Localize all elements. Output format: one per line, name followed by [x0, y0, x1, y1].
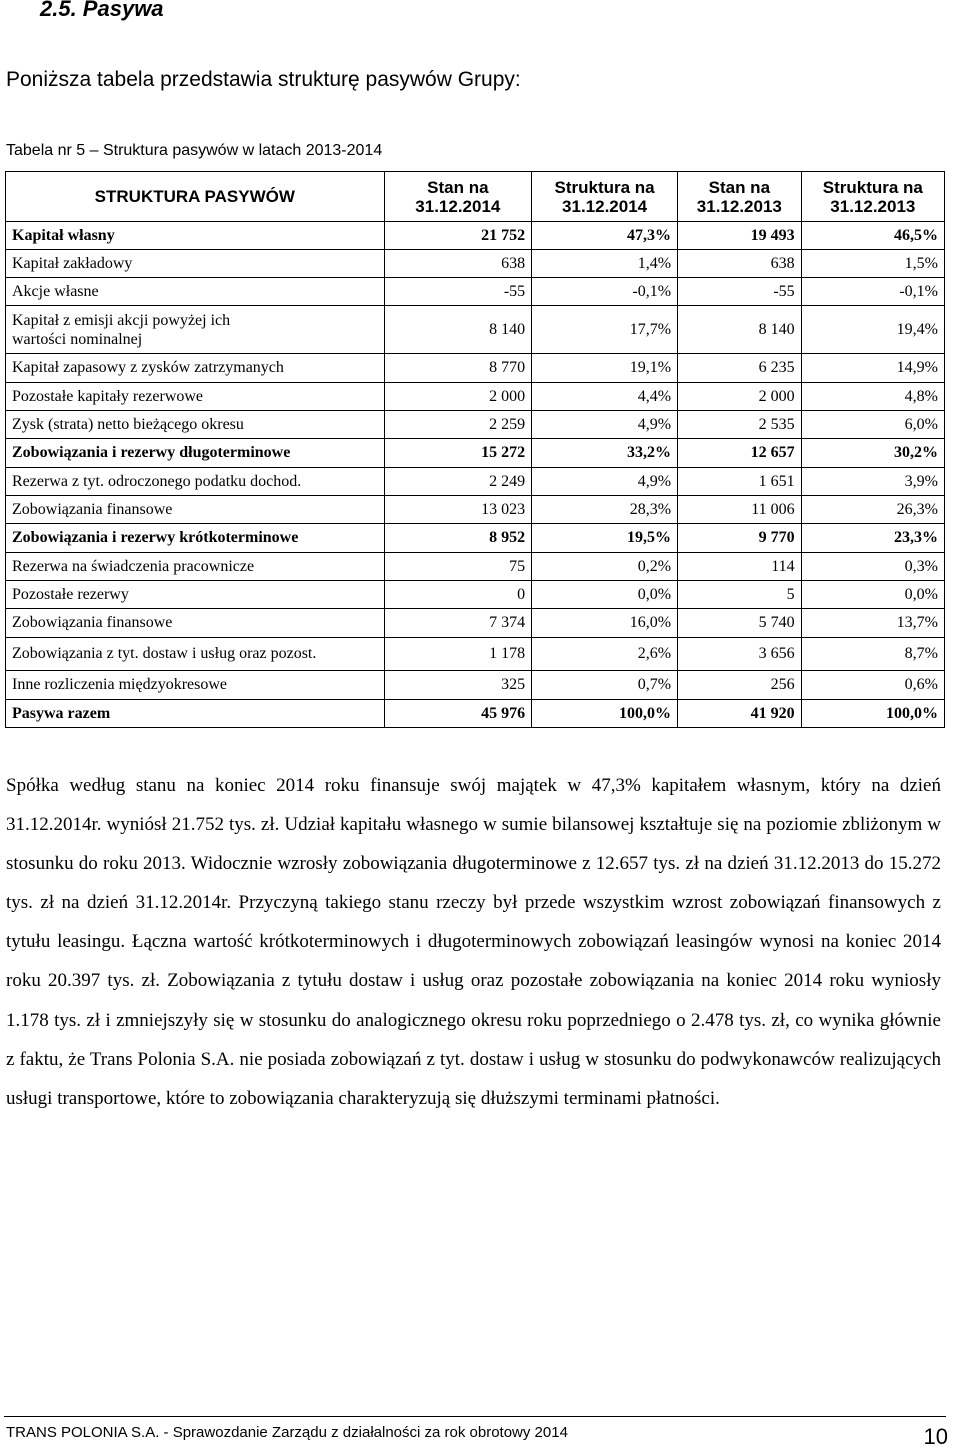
row-value: 8,7%: [801, 638, 944, 671]
table-row: [6, 524, 945, 553]
row-value: 16,0%: [532, 609, 678, 638]
row-value: 0,3%: [801, 553, 944, 581]
row-value: 100,0%: [532, 700, 678, 728]
row-value: 45 976: [384, 700, 532, 728]
row-value: -0,1%: [532, 278, 678, 306]
row-value: 21 752: [384, 222, 532, 250]
row-value: 41 920: [678, 700, 802, 728]
row-value: 19,5%: [532, 524, 678, 553]
header-struktura-2014: Struktura na 31.12.2014: [532, 172, 678, 222]
table-row: [6, 553, 945, 581]
row-value: 114: [678, 553, 802, 581]
row-value: 75: [384, 553, 532, 581]
table-row: [6, 496, 945, 524]
row-value: 5 740: [678, 609, 802, 638]
table-row: [6, 222, 945, 250]
row-label: Kapitał z emisji akcji powyżej ich wartości nominalnej: [6, 306, 385, 354]
table-caption: Tabela nr 5 – Struktura pasywów w latach 2013-2014: [6, 142, 383, 159]
row-value: 2 000: [384, 383, 532, 411]
row-label: Kapitał zapasowy z zysków zatrzymanych: [6, 354, 385, 383]
header-stan-2014: Stan na 31.12.2014: [384, 172, 532, 222]
row-value: 1,4%: [532, 250, 678, 278]
row-label: Kapitał zakładowy: [6, 250, 385, 278]
table-row: [6, 468, 945, 496]
liabilities-table: [5, 171, 945, 728]
row-value: 9 770: [678, 524, 802, 553]
row-value: 23,3%: [801, 524, 944, 553]
table-row: [6, 411, 945, 439]
row-value: 3 656: [678, 638, 802, 671]
row-label: Zobowiązania finansowe: [6, 496, 385, 524]
row-value: 256: [678, 671, 802, 700]
row-value: 8 952: [384, 524, 532, 553]
row-value: -55: [678, 278, 802, 306]
row-value: 19,4%: [801, 306, 944, 354]
table-row: [6, 439, 945, 468]
table-row: [6, 609, 945, 638]
row-value: 4,9%: [532, 411, 678, 439]
row-value: -55: [384, 278, 532, 306]
row-label: Zobowiązania i rezerwy długoterminowe: [6, 439, 385, 468]
row-value: 19,1%: [532, 354, 678, 383]
table-row: [6, 250, 945, 278]
row-value: 4,4%: [532, 383, 678, 411]
row-value: 46,5%: [801, 222, 944, 250]
header-stan-2013: Stan na 31.12.2013: [678, 172, 802, 222]
row-value: 4,8%: [801, 383, 944, 411]
row-value: 1 178: [384, 638, 532, 671]
row-value: 1 651: [678, 468, 802, 496]
row-value: 30,2%: [801, 439, 944, 468]
row-label: Pasywa razem: [6, 700, 385, 728]
footer-text: TRANS POLONIA S.A. - Sprawozdanie Zarządu z działalności za rok obrotowy 2014: [6, 1424, 568, 1441]
table-row: [6, 306, 945, 354]
table-row: [6, 700, 945, 728]
row-value: 638: [384, 250, 532, 278]
row-value: 3,9%: [801, 468, 944, 496]
row-value: 5: [678, 581, 802, 609]
row-value: 100,0%: [801, 700, 944, 728]
row-label: Kapitał własny: [6, 222, 385, 250]
row-label: Zobowiązania z tyt. dostaw i usług oraz pozost.: [6, 638, 385, 671]
row-value: 19 493: [678, 222, 802, 250]
row-label: Rezerwa na świadczenia pracownicze: [6, 553, 385, 581]
row-value: 7 374: [384, 609, 532, 638]
row-value: 2 000: [678, 383, 802, 411]
header-structure: STRUKTURA PASYWÓW: [6, 172, 385, 222]
intro-text: Poniższa tabela przedstawia strukturę pasywów Grupy:: [6, 68, 521, 91]
row-value: 8 140: [384, 306, 532, 354]
footer-divider: [4, 1416, 946, 1417]
row-value: 8 140: [678, 306, 802, 354]
row-label: Zobowiązania i rezerwy krótkoterminowe: [6, 524, 385, 553]
row-value: 15 272: [384, 439, 532, 468]
page-number: 10: [923, 1424, 948, 1449]
row-value: 2 259: [384, 411, 532, 439]
table-row: [6, 383, 945, 411]
row-value: 8 770: [384, 354, 532, 383]
row-value: 0: [384, 581, 532, 609]
row-value: 17,7%: [532, 306, 678, 354]
table-row: [6, 354, 945, 383]
row-label: Akcje własne: [6, 278, 385, 306]
table-header-row: [6, 172, 945, 222]
table-row: [6, 671, 945, 700]
row-value: 47,3%: [532, 222, 678, 250]
row-value: 2 535: [678, 411, 802, 439]
row-value: 0,6%: [801, 671, 944, 700]
row-value: 0,0%: [801, 581, 944, 609]
row-value: 33,2%: [532, 439, 678, 468]
row-value: 13 023: [384, 496, 532, 524]
section-title: 2.5. Pasywa: [40, 0, 164, 21]
row-value: 1,5%: [801, 250, 944, 278]
row-value: 2 249: [384, 468, 532, 496]
row-value: -0,1%: [801, 278, 944, 306]
header-struktura-2013: Struktura na 31.12.2013: [801, 172, 944, 222]
row-value: 638: [678, 250, 802, 278]
table-row: [6, 581, 945, 609]
row-value: 6,0%: [801, 411, 944, 439]
row-value: 4,9%: [532, 468, 678, 496]
table-body: [6, 222, 945, 728]
row-value: 0,7%: [532, 671, 678, 700]
row-value: 0,2%: [532, 553, 678, 581]
row-value: 325: [384, 671, 532, 700]
row-label: Inne rozliczenia międzyokresowe: [6, 671, 385, 700]
row-label: Pozostałe rezerwy: [6, 581, 385, 609]
row-value: 6 235: [678, 354, 802, 383]
row-value: 26,3%: [801, 496, 944, 524]
row-value: 14,9%: [801, 354, 944, 383]
analysis-paragraph: Spółka według stanu na koniec 2014 roku finansuje swój majątek w 47,3% kapitałem własnym, który na dzień 31.12.2014r. wyniósł 21.752 tys. zł. Udział kapitału własnego w sumie bilansowej kształtuje się na poziomie zbliżonym w stosunku do roku 2013. Widocznie wzrosły zobowiązania długoterminowe z 12.657 tys. zł na dzień 31.12.2013 do 15.272 tys. zł na dzień 31.12.2014r. Przyczyną takiego stanu rzeczy był przede wszystkim wzrost zobowiązań finansowych z tytułu leasingu. Łączna wartość krótkoterminowych i długoterminowych zobowiązań leasingów wynosi na koniec 2014 roku 20.397 tys. zł. Zobowiązania z tytułu dostaw i usług oraz pozostałe zobowiązania na koniec 2014 roku wyniosły 1.178 tys. zł i zmniejszyły się w stosunku do analogicznego okresu roku poprzedniego o 2.478 tys. zł, co wynika głównie z faktu, że Trans Polonia S.A. nie posiada zobowiązań z tyt. dostaw i usług w stosunku do podwykonawców realizujących usługi transportowe, które to zobowiązania charakteryzują się dłuższymi terminami płatności.: [6, 775, 941, 1109]
table-row: [6, 638, 945, 671]
row-value: 28,3%: [532, 496, 678, 524]
table-row: [6, 278, 945, 306]
row-label: Rezerwa z tyt. odroczonego podatku dochod.: [6, 468, 385, 496]
row-label: Pozostałe kapitały rezerwowe: [6, 383, 385, 411]
row-value: 13,7%: [801, 609, 944, 638]
row-value: 12 657: [678, 439, 802, 468]
row-value: 0,0%: [532, 581, 678, 609]
row-value: 2,6%: [532, 638, 678, 671]
row-label: Zysk (strata) netto bieżącego okresu: [6, 411, 385, 439]
row-label: Zobowiązania finansowe: [6, 609, 385, 638]
row-value: 11 006: [678, 496, 802, 524]
